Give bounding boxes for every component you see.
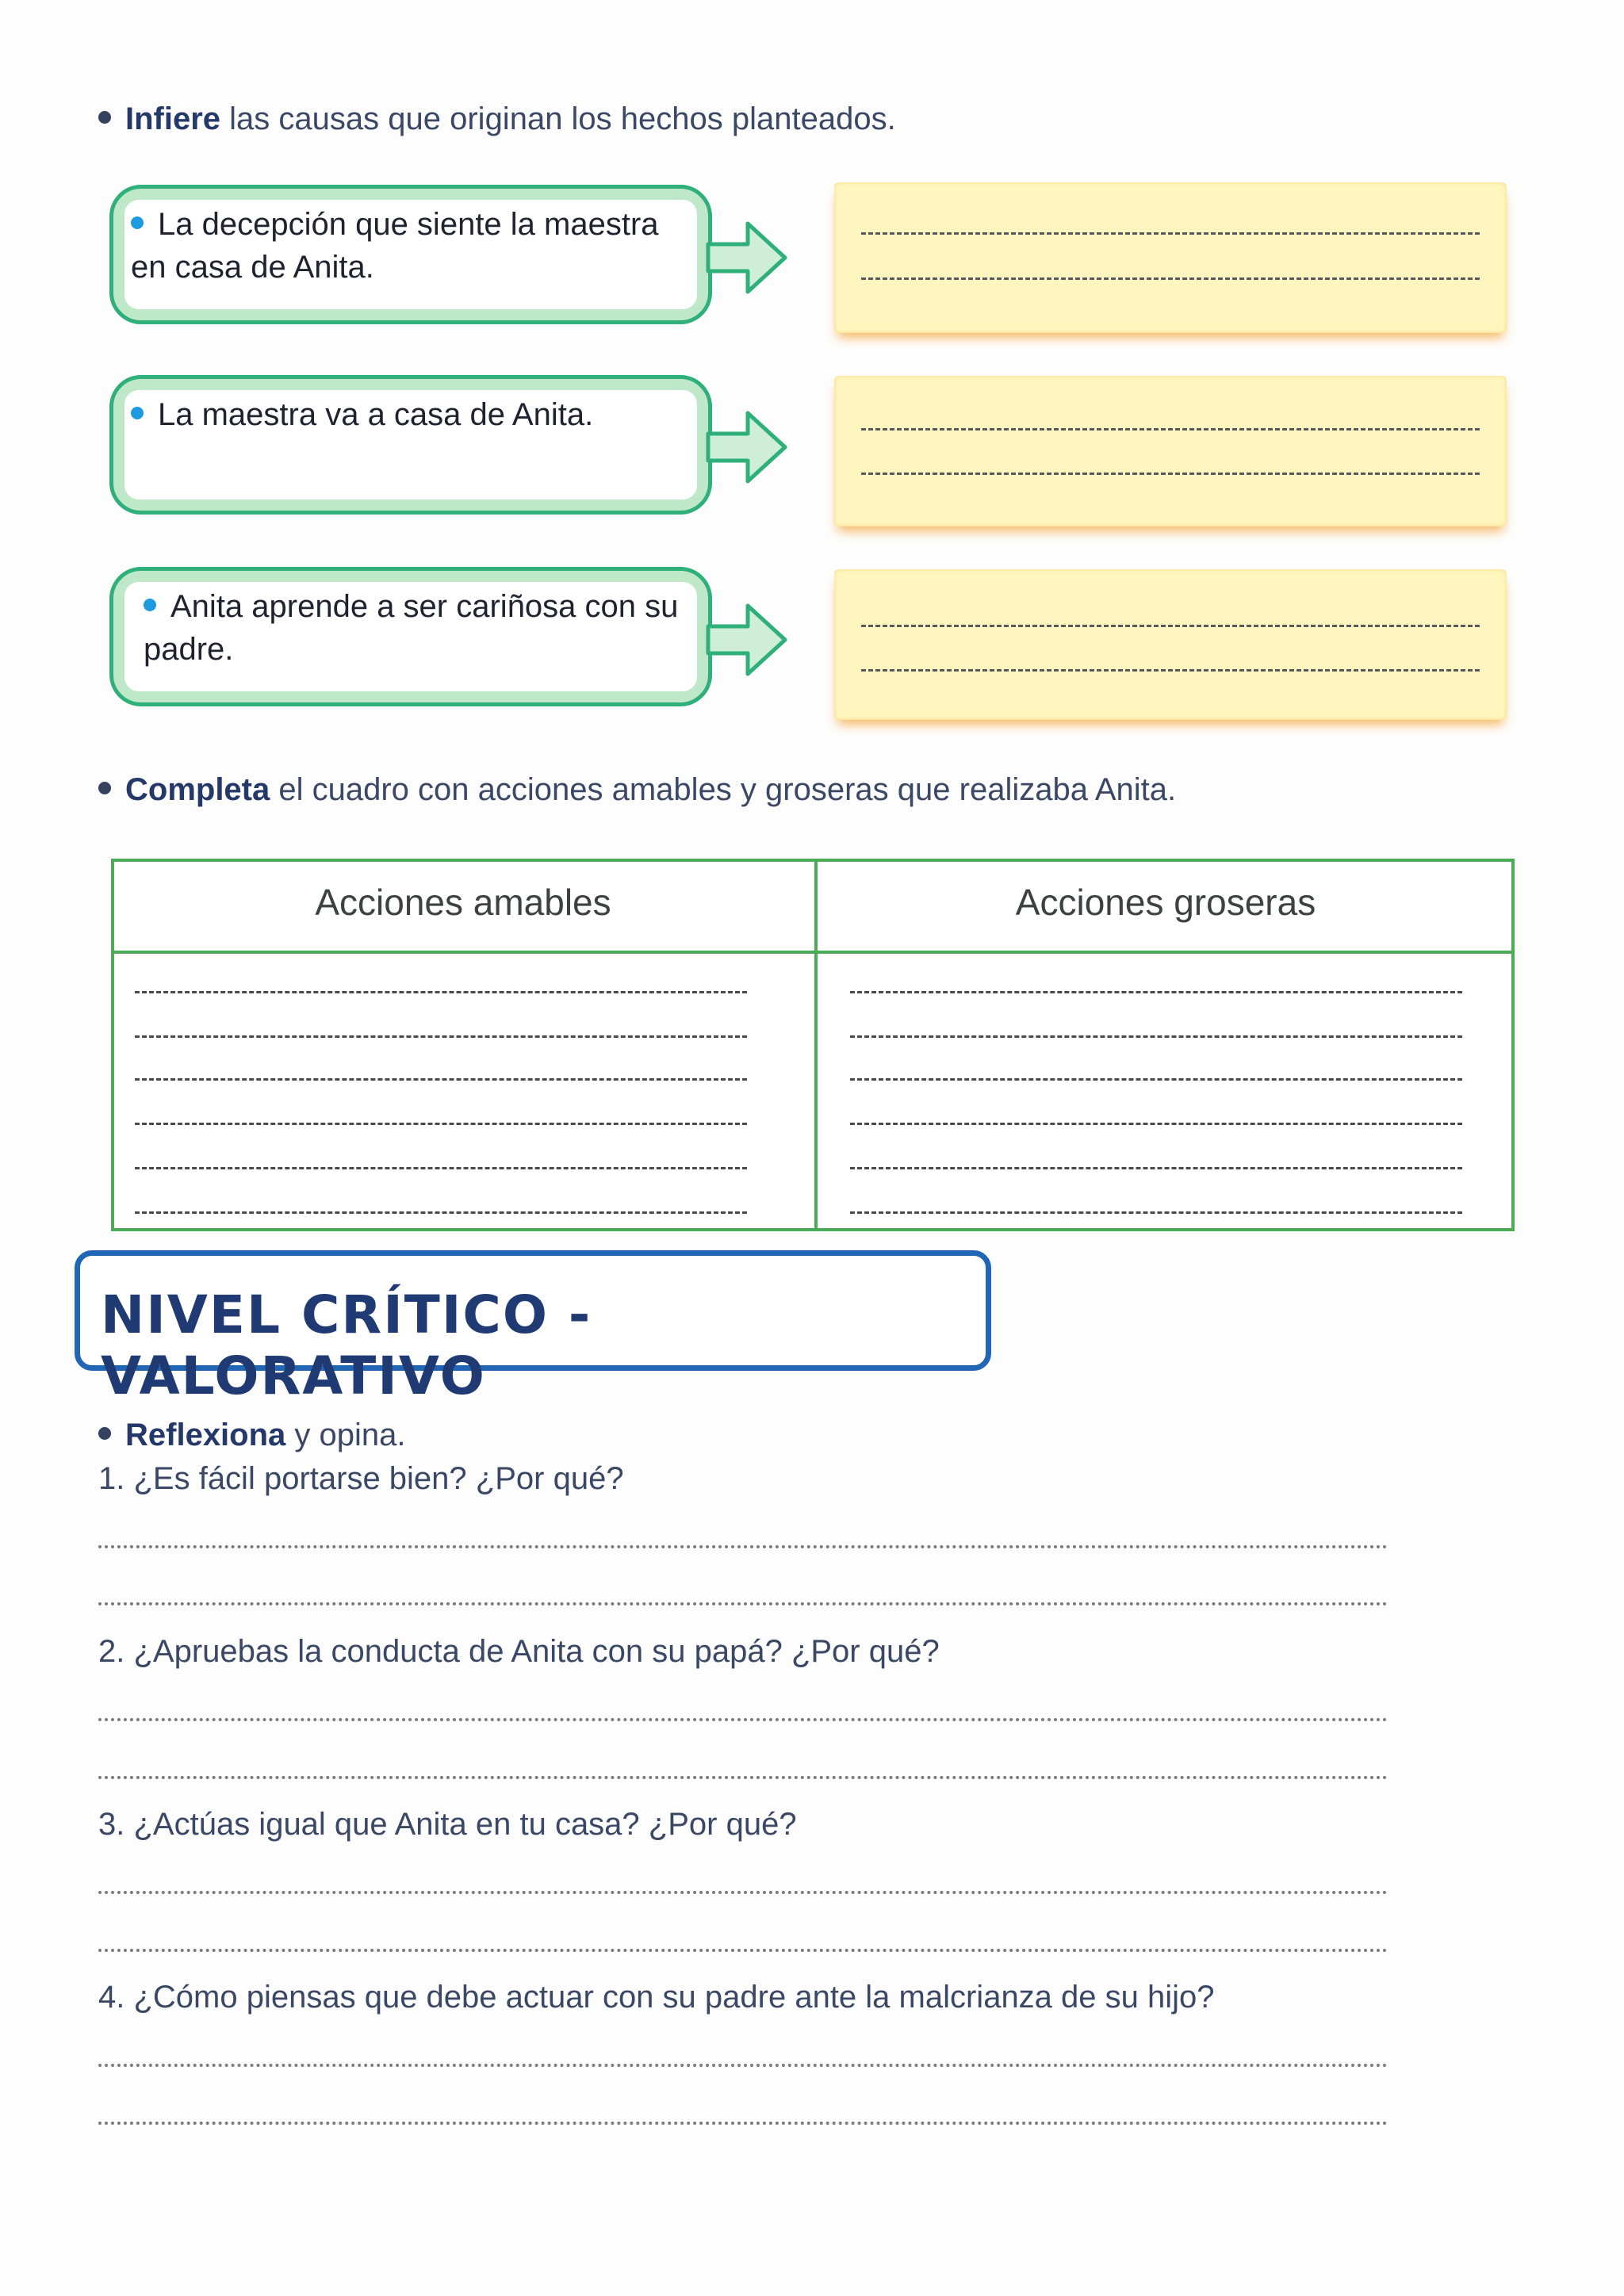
question-1: 1. ¿Es fácil portarse bien? ¿Por qué? <box>98 1461 624 1496</box>
instruction-keyword: Completa <box>125 772 270 807</box>
answer-line[interactable] <box>98 1602 1388 1605</box>
instruction-text: las causas que originan los hechos planteados. <box>220 101 896 136</box>
question-4: 4. ¿Cómo piensas que debe actuar con su padre ante la malcrianza de su hijo? <box>98 1980 1215 2015</box>
section-heading: NIVEL CRÍTICO - VALORATIVO <box>101 1284 592 1406</box>
answer-line[interactable] <box>98 2122 1388 2125</box>
cause-box-1 <box>109 185 712 324</box>
cause-box-3 <box>109 567 712 706</box>
blue-bullet-icon <box>131 216 144 229</box>
instruction-completa <box>98 772 1176 808</box>
cause-text-1: La decepción que siente la maestra en casa de Anita. <box>131 207 659 285</box>
actions-table <box>111 859 1515 1231</box>
answer-line[interactable] <box>98 1718 1388 1721</box>
answer-line[interactable] <box>98 1891 1388 1894</box>
answer-line[interactable] <box>98 1545 1388 1548</box>
blue-bullet-icon <box>144 599 156 611</box>
instruction-text: y opina. <box>285 1418 406 1452</box>
section-heading-box <box>75 1250 991 1406</box>
arrow-right-icon <box>704 404 791 491</box>
bullet-icon <box>98 1427 111 1440</box>
table-header-groseras: Acciones groseras <box>1015 882 1316 923</box>
answer-note-3[interactable] <box>834 569 1507 720</box>
question-3: 3. ¿Actúas igual que Anita en tu casa? ¿Por qué? <box>98 1807 797 1842</box>
answer-line[interactable] <box>98 2064 1388 2067</box>
cause-text-2: La maestra va a casa de Anita. <box>131 393 670 436</box>
bullet-icon <box>98 782 111 794</box>
blue-bullet-icon <box>131 407 144 419</box>
cause-box-2 <box>109 375 712 515</box>
instruction-infiere <box>98 101 896 137</box>
table-header-amables: Acciones amables <box>315 882 611 923</box>
cause-text-3: Anita aprende a ser cariñosa con su padre. <box>144 589 679 667</box>
bullet-icon <box>98 111 111 124</box>
arrow-right-icon <box>704 214 791 301</box>
instruction-keyword: Infiere <box>125 101 221 136</box>
question-2: 2. ¿Apruebas la conducta de Anita con su papá? ¿Por qué? <box>98 1634 940 1669</box>
answer-note-2[interactable] <box>834 376 1507 526</box>
instruction-text: el cuadro con acciones amables y groseras que realizaba Anita. <box>270 772 1177 807</box>
instruction-reflexiona <box>98 1418 406 1453</box>
answer-line[interactable] <box>98 1776 1388 1779</box>
answer-note-1[interactable] <box>834 182 1507 333</box>
arrow-right-icon <box>704 596 791 683</box>
answer-line[interactable] <box>98 1949 1388 1952</box>
instruction-keyword: Reflexiona <box>125 1418 286 1452</box>
